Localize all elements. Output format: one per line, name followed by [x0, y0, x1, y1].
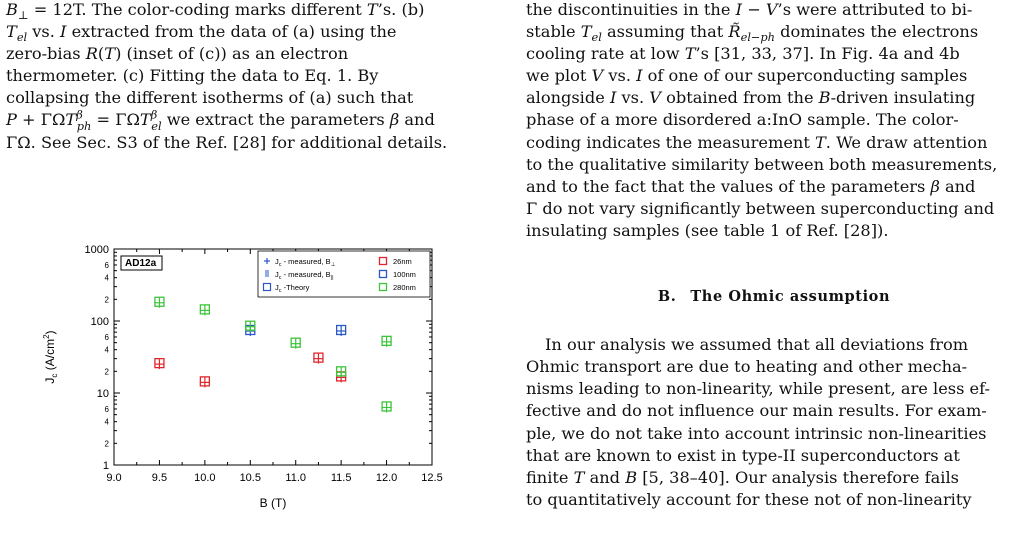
legend-thickness-label: 26nm: [393, 257, 412, 266]
text-line: fective and do not influence our main results. For exam-: [526, 401, 987, 421]
text-line: cooling rate at low T’s [31, 33, 37]. In Fig. 4a and 4b: [526, 44, 960, 64]
caption-line: thermometer. (c) Fitting the data to Eq. 1. By: [6, 66, 379, 86]
caption-line: ΓΩ. See Sec. S3 of the Ref. [28] for additional details.: [6, 132, 448, 152]
x-tick-label: 9.5: [151, 472, 168, 484]
x-axis-label: B (T): [259, 496, 287, 510]
legend-thickness-label: 280nm: [393, 283, 416, 292]
legend-label-text: -Theory: [281, 283, 310, 292]
text-line: stable $T_{el}$ assuming that $R̃_{el-ph}$ dominates the electrons: [526, 22, 979, 45]
legend-label-rsub: ⊥: [330, 262, 336, 268]
caption-line: collapsing the different isotherms of (a) such that: [6, 88, 414, 108]
y-minor-tick-label: 6: [104, 404, 109, 414]
legend-label-symbol: J: [275, 270, 279, 279]
text-line: that are known to exist in type-II superconductors at: [526, 445, 960, 465]
caption-line: $T_{el}$ vs. I extracted from the data of (a) using the: [6, 22, 397, 45]
data-point-26nm: [313, 353, 323, 364]
y-minor-tick-label: 4: [104, 273, 109, 283]
text-line: the discontinuities in the I − V’s were attributed to bi-: [526, 0, 973, 19]
text-line: we plot V vs. I of one of our superconducting samples: [526, 66, 968, 86]
y-minor-tick-label: 6: [104, 332, 109, 342]
y-axis-label-subscript: c: [50, 373, 59, 378]
y-tick-label: 10: [96, 388, 109, 400]
x-tick-label: 9.0: [106, 472, 122, 484]
y-axis-label-close: ): [43, 330, 57, 335]
y-tick-label: 1000: [84, 244, 109, 256]
text-line: In our analysis we assumed that all deviations from: [545, 335, 969, 355]
legend-label-symbol: J: [275, 257, 279, 266]
data-point-280nm: [200, 305, 210, 316]
section-heading: [526, 286, 1022, 308]
data-point-280nm: [382, 402, 392, 413]
caption-line: $P + \Gamma\Omega T^\beta_{ph} = \Gamma\Omega T^\beta_{el}$ we extract the parameters β and: [6, 108, 435, 133]
text-line: alongside I vs. V obtained from the B-driven insulating: [526, 88, 976, 108]
x-tick-label: 11.5: [330, 472, 352, 484]
data-point-280nm: [382, 336, 392, 347]
y-minor-tick-label: 6: [104, 260, 109, 270]
y-tick-label: 100: [90, 316, 109, 328]
text-line: to the qualitative similarity between both measurements,: [526, 154, 998, 174]
x-tick-label: 10.0: [194, 472, 216, 484]
chart-legend: [258, 251, 430, 297]
legend-label-text: - measured, B: [281, 270, 331, 279]
x-tick-label: 12.5: [421, 472, 443, 484]
chart-marks: [154, 297, 391, 412]
text-line: Γ do not vary significantly between superconducting and: [526, 198, 995, 218]
data-point-280nm: [291, 338, 301, 349]
text-line: coding indicates the measurement T. We draw attention: [526, 132, 988, 152]
caption-line: $B_\perp = 12T$. The color-coding marks different T’s. (b): [6, 0, 425, 23]
sample-label: AD12a: [125, 258, 157, 269]
jc-vs-b-chart: [0, 230, 500, 538]
legend-label-sub: c: [278, 275, 282, 281]
data-point-100nm: [336, 325, 346, 336]
legend-label-text: - measured, B: [281, 257, 331, 266]
data-point-280nm: [154, 297, 164, 308]
legend-label-rsub: ||: [330, 275, 334, 281]
legend-label-symbol: J: [275, 283, 279, 292]
section-number: B.: [657, 288, 677, 306]
figure-caption: [6, 0, 492, 154]
y-minor-tick-label: 2: [104, 439, 109, 449]
text-line: and to the fact that the values of the parameters β and: [526, 176, 976, 196]
y-minor-tick-label: 2: [104, 295, 109, 305]
data-point-26nm: [154, 359, 164, 370]
text-line: phase of a more disordered a:InO sample. The color-: [526, 110, 959, 130]
legend-label-sub: c: [278, 262, 282, 268]
text-line: to quantitatively account for these not of non-linearity: [526, 489, 972, 509]
text-line: nisms leading to non-linearity, while present, are less ef-: [526, 379, 991, 399]
legend-thickness-label: 100nm: [393, 270, 416, 279]
y-tick-label: 1: [102, 460, 109, 472]
x-tick-label: 11.0: [285, 472, 307, 484]
y-minor-tick-label: 2: [104, 367, 109, 377]
y-axis-label-unit: (A/cm: [43, 338, 57, 374]
text-line: Ohmic transport are due to heating and other mecha-: [526, 357, 968, 377]
body-text-right: [526, 0, 1022, 511]
text-line: ple, we do not take into account intrinsic non-linearities: [526, 423, 987, 443]
legend-label-sub: c: [278, 288, 282, 294]
data-point-280nm: [245, 321, 255, 332]
section-title: The Ohmic assumption: [690, 288, 891, 306]
y-axis-label: [42, 330, 59, 383]
x-tick-label: 10.5: [239, 472, 261, 484]
data-point-26nm: [200, 377, 210, 388]
y-minor-tick-label: 4: [104, 345, 109, 355]
caption-line: zero-bias R(T) (inset of (c)) as an electron: [6, 44, 349, 64]
y-axis-label-superscript: 2: [42, 334, 51, 339]
text-line: insulating samples (see table 1 of Ref. [28]).: [526, 220, 889, 240]
data-point-280nm: [336, 367, 346, 378]
y-axis-label-symbol: J: [43, 377, 57, 384]
text-line: finite T and B [5, 38–40]. Our analysis therefore fails: [526, 467, 959, 487]
y-minor-tick-label: 4: [104, 417, 109, 427]
x-tick-label: 12.0: [375, 472, 398, 484]
